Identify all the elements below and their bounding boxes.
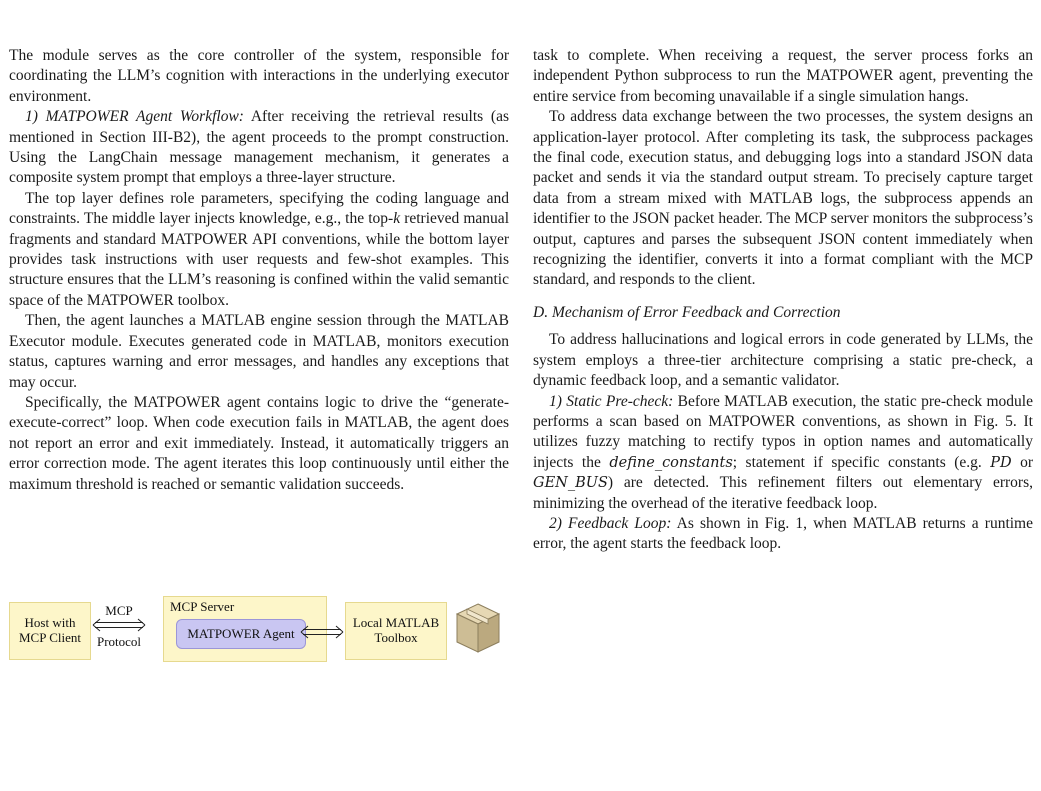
double-arrow-icon [91, 618, 147, 632]
math-define-constants: define_constants [609, 454, 733, 471]
paragraph-text: or [1011, 453, 1033, 471]
section-heading: D. Mechanism of Error Feedback and Correction [533, 303, 841, 321]
paragraph-text: The top layer defines role parameters, specifying the coding language and constraints. The middle layer injects knowledge, e.g., the top- [9, 189, 509, 228]
left-column [9, 46, 509, 495]
server-label: MCP Server [170, 599, 235, 614]
toolbox-box [345, 602, 447, 660]
toolbox-label: Local MATLAB Toolbox [352, 615, 440, 645]
paragraph-text: Before MATLAB execution, the static pre-check module performs a scan based on MATPOWER conventions, as shown in Fig. 5. It utilizes fuzzy matching to rectify typos in option names and automatically injects the [533, 392, 1033, 471]
subsection-runin-heading: 2) Feedback Loop: [549, 514, 672, 532]
host-box [9, 602, 91, 660]
matpower-agent-box [176, 619, 306, 649]
paragraph: The module serves as the core controller of the system, responsible for coordinating the LLM’s cognition with interactions in the underlying executor environment. [9, 47, 509, 105]
paragraph [533, 392, 1033, 514]
paragraph-text: ; statement if specific constants (e.g. [732, 453, 991, 471]
paragraph: To address data exchange between the two processes, the system designs an application-layer protocol. After completing its task, the subprocess packages the final code, execution status, and debugging logs into a standard JSON data packet and sends it via the standard output stream. To precisely capture target data from a stream mixed with MATLAB logs, the subprocess appends an identifier to the JSON packet header. The MCP server monitors the subprocess’s output, captures and parses the subsequent JSON content immediately when recognizing the identifier, converts it into a format compliant with the MCP standard, and responds to the client. [533, 108, 1033, 289]
paragraph-text: retrieved manual fragments and standard MATPOWER API conventions, while the bottom layer provides task instructions with user requests and few-shot examples. This structure ensures that the LLM’s reasoning is confined within the valid semantic space of the MATPOWER toolbox. [9, 210, 509, 309]
paragraph [9, 189, 509, 311]
subsection-runin-heading: 1) Static Pre-check: [549, 392, 674, 410]
paragraph-text: After receiving the retrieval results (as mentioned in Section III-B2), the agent proceeds to the prompt construction. Using the LangChain message management mechanism, it generates a composite system prompt that employs a three-layer structure. [9, 108, 509, 187]
double-arrow-icon [299, 625, 345, 639]
paragraph-text: As shown in Fig. 1, when MATLAB returns a runtime error, the agent starts the feedback loop. [533, 514, 1033, 553]
protocol-label-top: MCP [105, 603, 133, 618]
protocol-label-bottom: Protocol [96, 634, 142, 649]
paragraph [533, 514, 1033, 555]
math-k: k [393, 210, 401, 228]
paragraph: Specifically, the MATPOWER agent contains logic to drive the “generate-execute-correct” loop. When code execution fails in MATLAB, the agent does not report an error and exit immediately. Instead, it automatically triggers an error correction mode. The agent iterates this loop continuously until either the maximum threshold is reached or semantic validation succeeds. [9, 393, 509, 493]
subsection-runin-heading: 1) MATPOWER Agent Workflow: [25, 108, 244, 126]
paragraph: task to complete. When receiving a request, the server process forks an independent Python subprocess to run the MATPOWER agent, preventing the entire service from becoming unavailable if a single simulation hangs. [533, 47, 1033, 105]
math-gen-bus: GEN_BUS [533, 475, 608, 492]
paragraph: Then, the agent launches a MATLAB engine session through the MATLAB Executor module. Executes generated code in MATLAB, monitors execution status, captures warning and error messages, and handles any exceptions that may occur. [9, 312, 509, 391]
package-box-icon [455, 602, 501, 654]
paragraph: To address hallucinations and logical errors in code generated by LLMs, the system employs a three-tier architecture comprising a static pre-check, a dynamic feedback loop, and a semantic validator. [533, 331, 1033, 390]
right-column [533, 46, 1033, 555]
host-label: Host with MCP Client [18, 615, 81, 645]
math-pd: PD [990, 454, 1012, 471]
paragraph [9, 107, 509, 189]
architecture-figure [9, 596, 509, 696]
agent-label: MATPOWER Agent [187, 626, 295, 641]
paragraph-text: ) are detected. This refinement filters out elementary errors, minimizing the overhead of the iterative feedback loop. [533, 474, 1033, 512]
